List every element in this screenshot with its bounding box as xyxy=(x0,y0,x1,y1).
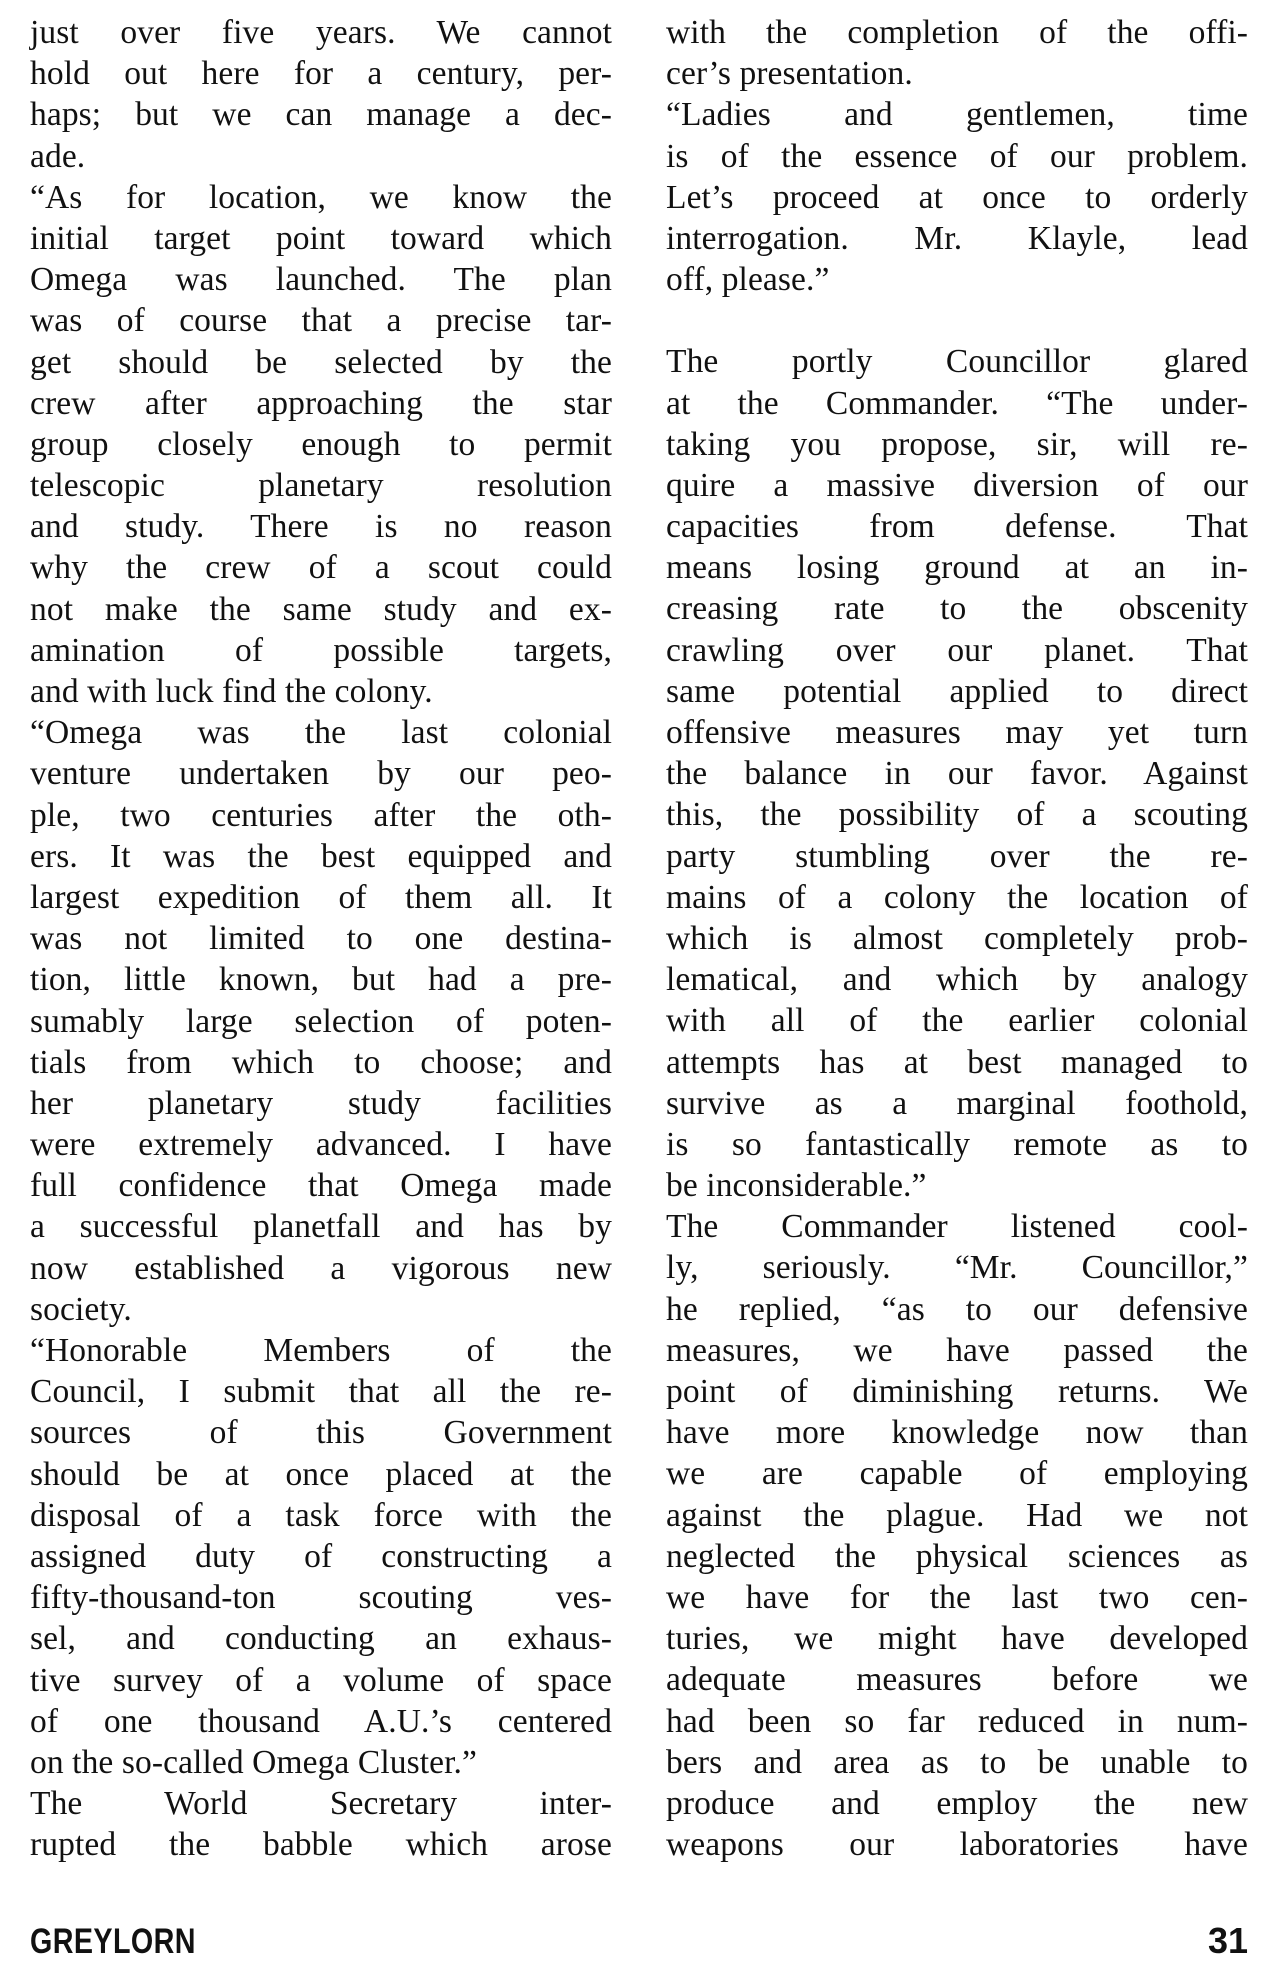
text-line: offensive measures may yet turn xyxy=(666,714,1248,751)
text-line: against the plague. Had we not xyxy=(666,1496,1248,1534)
text-line: the balance in our favor. Against xyxy=(666,755,1248,793)
text-line: haps; but we can manage a dec- xyxy=(30,96,612,134)
text-line: tion, little known, but had a pre- xyxy=(30,961,612,999)
text-line: venture undertaken by our peo- xyxy=(30,755,612,793)
text-line: on the so-called Omega Cluster.” xyxy=(30,1743,477,1781)
text-line: amination of possible targets, xyxy=(30,631,612,669)
text-line: why the crew of a scout could xyxy=(30,549,612,587)
text-line: The World Secretary inter- xyxy=(30,1785,612,1823)
text-line: fifty-thousand-ton scouting ves- xyxy=(30,1579,612,1617)
text-line: is so fantastically remote as to xyxy=(666,1125,1248,1163)
text-line: with the completion of the offi- xyxy=(666,14,1248,51)
text-line: this, the possibility of a scouting xyxy=(666,796,1248,834)
text-line: measures, we have passed the xyxy=(666,1331,1248,1369)
page-number: 31 xyxy=(1207,1920,1248,1961)
text-line: we have for the last two cen- xyxy=(666,1578,1248,1616)
text-line: telescopic planetary resolution xyxy=(30,467,612,505)
text-line: mains of a colony the location of xyxy=(666,878,1248,916)
text-line: “As for location, we know the xyxy=(30,178,612,216)
text-line: is of the essence of our problem. xyxy=(666,137,1248,175)
text-line: cer’s presentation. xyxy=(666,55,913,93)
text-line: at the Commander. “The under- xyxy=(666,384,1248,422)
text-line: disposal of a task force with the xyxy=(30,1496,612,1534)
text-line: Let’s proceed at once to orderly xyxy=(666,178,1248,216)
running-title: GREYLORN xyxy=(30,1922,196,1961)
text-line: sel, and conducting an exhaus- xyxy=(30,1620,612,1658)
text-line: were extremely advanced. I have xyxy=(30,1126,612,1164)
text-line: capacities from defense. That xyxy=(666,508,1248,546)
text-line: of one thousand A.U.’s centered xyxy=(30,1702,612,1740)
text-line: Council, I submit that all the re- xyxy=(30,1373,612,1411)
text-line: attempts has at best managed to xyxy=(666,1043,1248,1081)
text-line: quire a massive diversion of our xyxy=(666,466,1248,504)
text-line: was not limited to one destina- xyxy=(30,920,612,958)
text-line: he replied, “as to our defensive xyxy=(666,1290,1248,1328)
text-line: a successful planetfall and has by xyxy=(30,1208,612,1246)
text-line: was of course that a precise tar- xyxy=(30,302,612,340)
text-line: largest expedition of them all. It xyxy=(30,878,612,916)
text-line: adequate measures before we xyxy=(666,1661,1248,1699)
text-line: assigned duty of constructing a xyxy=(30,1537,612,1575)
text-line: produce and employ the new xyxy=(666,1784,1248,1822)
text-line: “Ladies and gentlemen, time xyxy=(666,96,1248,134)
text-line: crawling over our planet. That xyxy=(666,631,1248,669)
text-line: Omega was launched. The plan xyxy=(30,261,612,299)
text-line: and study. There is no reason xyxy=(30,508,612,546)
text-line: just over five years. We cannot xyxy=(30,14,612,51)
text-line: ple, two centuries after the oth- xyxy=(30,796,612,834)
section-break xyxy=(666,300,1248,341)
text-line: we are capable of employing xyxy=(666,1455,1248,1493)
text-line: and with luck find the colony. xyxy=(30,673,433,710)
text-line: party stumbling over the re- xyxy=(666,837,1248,875)
text-line: ers. It was the best equipped and xyxy=(30,837,612,875)
text-line: society. xyxy=(30,1290,132,1328)
text-line: have more knowledge now than xyxy=(666,1414,1248,1452)
text-line: crew after approaching the star xyxy=(30,384,612,422)
text-line: lematical, and which by analogy xyxy=(666,961,1248,999)
text-line: “Omega was the last colonial xyxy=(30,714,612,752)
text-line: full confidence that Omega made xyxy=(30,1167,612,1205)
text-line: hold out here for a century, per- xyxy=(30,55,612,93)
text-line: group closely enough to permit xyxy=(30,425,612,463)
text-line: tive survey of a volume of space xyxy=(30,1661,612,1699)
text-line: off, please.” xyxy=(666,261,830,299)
text-line: neglected the physical sciences as xyxy=(666,1537,1248,1575)
text-line: which is almost completely prob- xyxy=(666,919,1248,957)
text-line: rupted the babble which arose xyxy=(30,1826,612,1864)
left-column xyxy=(30,12,612,1865)
text-line: The Commander listened cool- xyxy=(666,1208,1248,1246)
text-line: had been so far reduced in num- xyxy=(666,1702,1248,1740)
text-line: get should be selected by the xyxy=(30,343,612,381)
text-line: should be at once placed at the xyxy=(30,1455,612,1493)
text-line: ade. xyxy=(30,137,86,175)
text-line: be inconsiderable.” xyxy=(666,1167,927,1205)
text-line: now established a vigorous new xyxy=(30,1249,612,1287)
text-line: bers and area as to be unable to xyxy=(666,1743,1248,1781)
text-line: turies, we might have developed xyxy=(666,1620,1248,1658)
text-line: “Honorable Members of the xyxy=(30,1332,612,1369)
text-line: tials from which to choose; and xyxy=(30,1043,612,1081)
text-line: with all of the earlier colonial xyxy=(666,1002,1248,1040)
text-line: interrogation. Mr. Klayle, lead xyxy=(666,219,1248,257)
text-line: weapons our laboratories have xyxy=(666,1826,1248,1864)
text-line: creasing rate to the obscenity xyxy=(666,590,1248,628)
text-line: ly, seriously. “Mr. Councillor,” xyxy=(666,1249,1248,1287)
text-line: her planetary study facilities xyxy=(30,1084,612,1122)
text-line: not make the same study and ex- xyxy=(30,590,612,628)
text-line: The portly Councillor glared xyxy=(666,343,1248,381)
text-line: initial target point toward which xyxy=(30,219,612,257)
text-line: sumably large selection of poten- xyxy=(30,1002,612,1040)
text-line: sources of this Government xyxy=(30,1414,612,1452)
text-line: survive as a marginal foothold, xyxy=(666,1084,1248,1122)
right-column xyxy=(666,12,1248,1865)
text-line: point of diminishing returns. We xyxy=(666,1373,1248,1410)
text-line: taking you propose, sir, will re- xyxy=(666,425,1248,463)
text-line: same potential applied to direct xyxy=(666,672,1248,710)
text-line: means losing ground at an in- xyxy=(666,549,1248,587)
